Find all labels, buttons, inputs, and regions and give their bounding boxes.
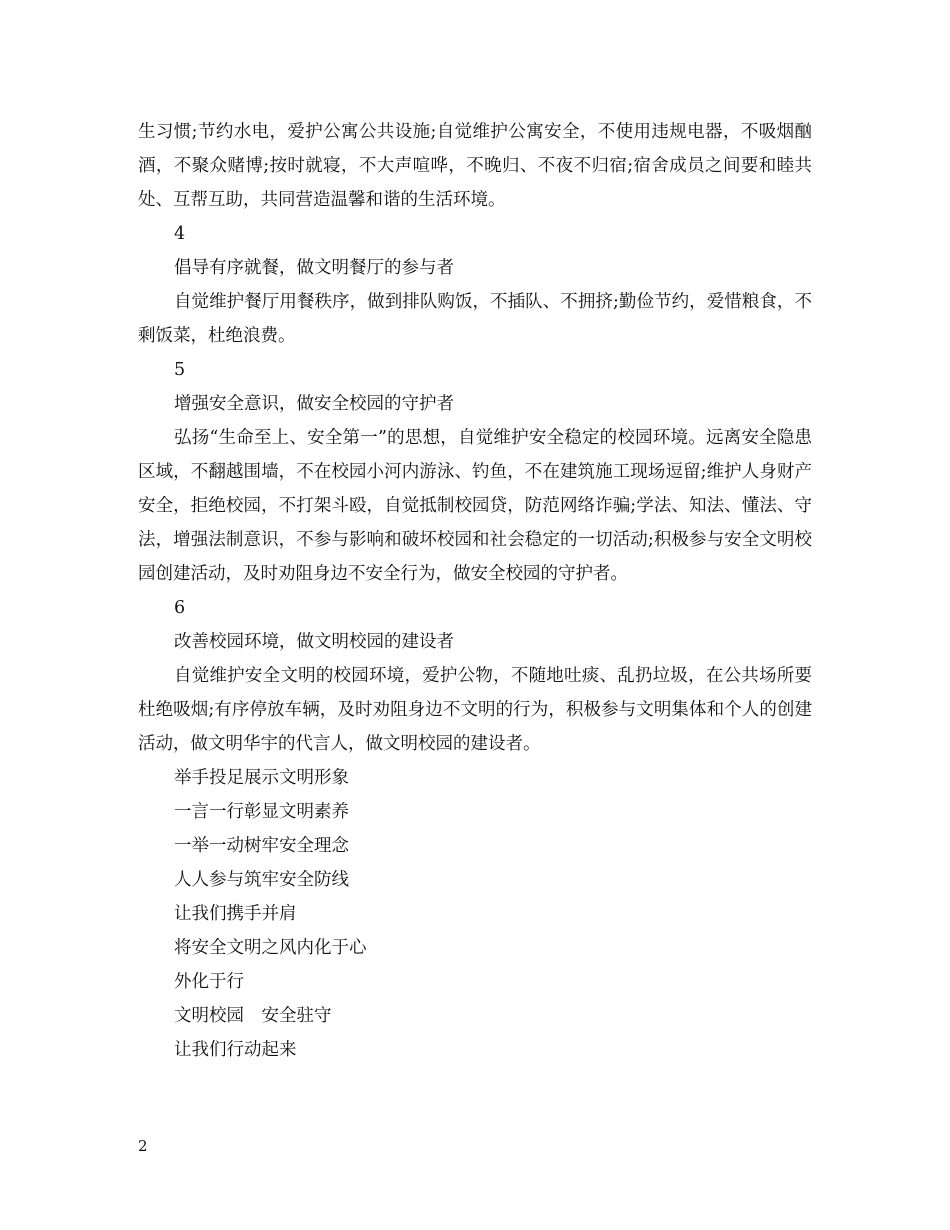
paragraph-dining: 自觉维护餐厅用餐秩序，做到排队购饭，不插队、不拥挤;勤俭节约，爱惜粮食，不剩饭菜，杜绝浪费。 xyxy=(138,292,812,346)
paragraph-safety: 弘扬“生命至上、安全第一”的思想，自觉维护安全稳定的校园环境。远离安全隐患区域，不翻越围墙，不在校园小河内游泳、钓鱼，不在建筑施工现场逗留;维护人身财产安全，拒绝校园，不打架斗殴，自觉抵制校园贷，防范网络诈骗;学法、知法、懂法、守法，增强法制意识，不参与影响和破坏校园和社会稳定的一切活动;积极参与安全文明校园创建活动，及时劝阻身边不安全行为，做安全校园的守护者。 xyxy=(138,428,812,584)
section-number-4: 4 xyxy=(174,224,186,244)
section-heading-safety: 增强安全意识，做安全校园的守护者 xyxy=(174,394,454,414)
section-heading-environment: 改善校园环境，做文明校园的建设者 xyxy=(174,632,454,652)
slogan-line: 外化于行 xyxy=(174,972,244,992)
paragraph-dormitory: 生习惯;节约水电，爱护公寓公共设施;自觉维护公寓安全，不使用违规电器，不吸烟酗酒，不聚众赌博;按时就寝，不大声喧哗，不晚归、不夜不归宿;宿舍成员之间要和睦共处、互帮互助，共同营造温馨和谐的生活环境。 xyxy=(138,122,812,210)
slogan-line: 将安全文明之风内化于心 xyxy=(174,938,367,958)
page-number: 2 xyxy=(138,1137,148,1155)
paragraph-environment: 自觉维护安全文明的校园环境，爱护公物，不随地吐痰、乱扔垃圾，在公共场所要杜绝吸烟;有序停放车辆，及时劝阻身边不文明的行为，积极参与文明集体和个人的创建活动，做文明华宇的代言人，做文明校园的建设者。 xyxy=(138,666,812,754)
slogan-line: 让我们携手并肩 xyxy=(174,904,297,924)
slogan-line: 文明校园 安全驻守 xyxy=(174,1006,332,1026)
slogan-line: 一举一动树牢安全理念 xyxy=(174,836,349,856)
slogan-line: 人人参与筑牢安全防线 xyxy=(174,870,349,890)
document-body xyxy=(138,115,812,1067)
slogan-line: 一言一行彰显文明素养 xyxy=(174,802,349,822)
section-number-6: 6 xyxy=(174,598,186,618)
slogan-line: 举手投足展示文明形象 xyxy=(174,768,349,788)
section-number-5: 5 xyxy=(174,360,186,380)
slogan-line: 让我们行动起来 xyxy=(174,1040,297,1060)
section-heading-dining: 倡导有序就餐，做文明餐厅的参与者 xyxy=(174,258,454,278)
